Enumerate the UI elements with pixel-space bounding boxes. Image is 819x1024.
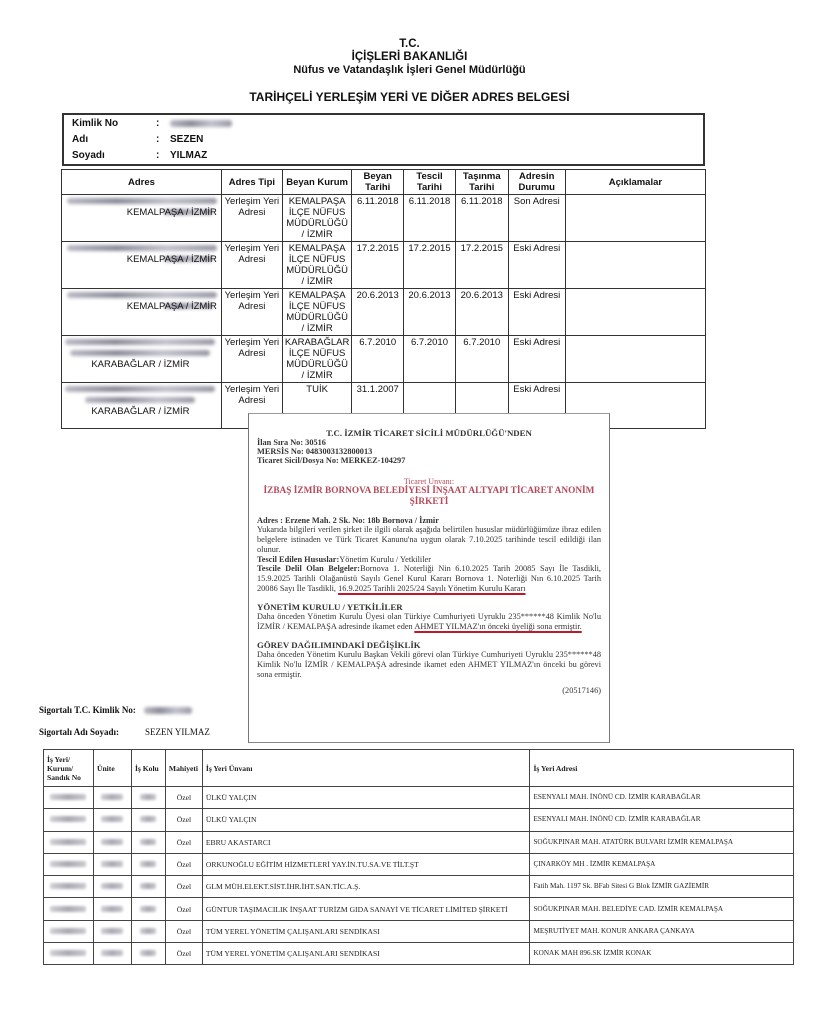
gazette-title: T.C. İZMİR TİCARET SİCİLİ MÜDÜRLÜĞÜ'NDEN — [326, 428, 532, 438]
redacted-is-kolu — [131, 898, 165, 920]
table-header-row — [62, 170, 706, 195]
kurum-cell: KEMALPAŞA İLÇE NÜFUS MÜDÜRLÜĞÜ / İZMİR — [282, 242, 351, 289]
soyadi-value: YILMAZ — [170, 150, 208, 161]
address-cell — [62, 336, 222, 383]
redacted-sandik-no — [44, 809, 94, 831]
announcement-number: (20517146) — [562, 686, 601, 695]
table-row — [44, 787, 794, 809]
kurum-cell: TUİK — [282, 383, 351, 429]
unvan-cell: GÜNTUR TAŞIMACILIK İNŞAAT TURİZM GIDA SANAYİ VE TİCARET LİMİTED ŞİRKETİ — [202, 898, 530, 920]
address-district: KARABAĞLAR / İZMİR — [91, 359, 190, 370]
adi-row — [72, 133, 203, 146]
redacted-unite — [93, 943, 131, 965]
adi-value: SEZEN — [170, 134, 204, 145]
aciklama-cell — [565, 289, 705, 336]
mahiyet-cell: Özel — [165, 853, 202, 875]
address-cell — [62, 195, 222, 242]
separator: : — [156, 118, 160, 129]
redacted-address-line — [64, 348, 217, 359]
redacted-unite — [93, 920, 131, 942]
table-header-row — [44, 750, 794, 787]
unvan-cell: GLM MÜH.ELEKT.SİST.İHR.İHT.SAN.TİC.A.Ş. — [202, 876, 530, 898]
identity-box — [62, 113, 705, 166]
tescil-value: Yönetim Kurulu / Yetkililer — [339, 555, 431, 564]
address-cell — [62, 242, 222, 289]
insured-name-value: SEZEN YILMAZ — [145, 727, 210, 737]
tasinma-cell: 20.6.2013 — [455, 289, 508, 336]
tip-cell: Yerleşim Yeri Adresi — [221, 289, 282, 336]
col-header: Açıklamalar — [565, 170, 705, 195]
adres-cell: MEŞRUTİYET MAH. KONUR ANKARA ÇANKAYA — [530, 920, 794, 942]
redacted-sandik-no — [44, 876, 94, 898]
redacted-sandik-no — [44, 943, 94, 965]
unvan-cell: ÜLKÜ YALÇIN — [202, 809, 530, 831]
section-board-text — [257, 612, 601, 632]
unvan-label: Ticaret Unvanı: — [403, 477, 455, 486]
adres-cell: ÇINARKÖY MH . İZMİR KEMALPAŞA — [530, 853, 794, 875]
adres-cell: KONAK MAH 896.SK İZMİR KONAK — [530, 943, 794, 965]
beyan-cell: 20.6.2013 — [352, 289, 404, 336]
mersis-no: MERSİS No: 0483003132800013 — [257, 447, 373, 456]
tip-cell: Yerleşim Yeri Adresi — [221, 336, 282, 383]
table-row — [44, 853, 794, 875]
beyan-cell: 31.1.2007 — [352, 383, 404, 429]
durum-cell: Eski Adresi — [508, 383, 565, 429]
col-header: Beyan Kurum — [282, 170, 351, 195]
address-district: KEMALPAŞA / İZMİR — [126, 301, 217, 312]
redacted-unite — [93, 876, 131, 898]
redacted-is-kolu — [131, 831, 165, 853]
belge-label: Tescile Delil Olan Belgeler: — [257, 564, 361, 573]
adres-cell: ESENYALI MAH. İNÖNÜ CD. İZMİR KARABAĞLAR — [530, 787, 794, 809]
redacted-is-kolu — [131, 943, 165, 965]
adres-cell: ESENYALI MAH. İNÖNÜ CD. İZMİR KARABAĞLAR — [530, 809, 794, 831]
table-row — [62, 336, 706, 383]
table-row — [62, 195, 706, 242]
divider — [249, 742, 609, 743]
tip-cell: Yerleşim Yeri Adresi — [221, 195, 282, 242]
tip-cell: Yerleşim Yeri Adresi — [221, 242, 282, 289]
insured-kimlik-label: Sigortalı T.C. Kimlik No: — [39, 705, 136, 715]
mahiyet-cell: Özel — [165, 898, 202, 920]
underlined-membership-end: AHMET YILMAZ'ın önceki üyeliği sona ermiştir. — [414, 622, 582, 631]
table-row — [62, 289, 706, 336]
redacted-is-kolu — [131, 853, 165, 875]
redacted-unite — [93, 787, 131, 809]
header-ministry: İÇİŞLERİ BAKANLIĞI — [351, 51, 468, 63]
redacted-sandik-no — [44, 853, 94, 875]
redacted-sandik-no — [44, 898, 94, 920]
kimlik-row — [72, 117, 232, 130]
col-header: Beyan Tarihi — [352, 170, 404, 195]
kurum-cell: KEMALPAŞA İLÇE NÜFUS MÜDÜRLÜĞÜ / İZMİR — [282, 195, 351, 242]
section-board-body: Daha önceden Yönetim Kurulu Üyesi olan Türkiye Cumhuriyeti Uyruklu 235******48 Kimlik No'lu İZMİR / KEMALPAŞA adresinde ikamet eden — [257, 612, 601, 631]
col-header: Mahiyeti — [165, 750, 202, 787]
address-district: KEMALPAŞA / İZMİR — [126, 254, 217, 265]
redacted-insured-kimlik — [144, 707, 192, 714]
tescil-line — [257, 555, 601, 564]
table-row — [44, 831, 794, 853]
kurum-cell: KEMALPAŞA İLÇE NÜFUS MÜDÜRLÜĞÜ / İZMİR — [282, 289, 351, 336]
gazette-intro: Yukarıda bilgileri verilen şirket ile ilgili olarak aşağıda belirtilen hususlar müdürlüğümüze ibraz edilen belgelere istinaden ve Türk Ticaret Kanunu'na uygun olarak 7.10.2025 tarihinde tescil edildiği ilan olunur. — [257, 525, 601, 554]
redacted-is-kolu — [131, 876, 165, 898]
tescil-cell: 6.11.2018 — [404, 195, 456, 242]
redacted-kimlik-no — [170, 120, 232, 127]
redacted-is-kolu — [131, 809, 165, 831]
section-duty-title: GÖREV DAĞILIMINDAKİ DEĞİŞİKLİK — [257, 640, 421, 650]
unvan-cell: ÜLKÜ YALÇIN — [202, 787, 530, 809]
table-row — [44, 920, 794, 942]
durum-cell: Eski Adresi — [508, 242, 565, 289]
section-board-title: YÖNETİM KURULU / YETKİLİLER — [257, 602, 403, 612]
aciklama-cell — [565, 336, 705, 383]
tescil-label: Tescil Edilen Hususlar: — [257, 555, 340, 564]
adres-cell: Fatih Mah. 1197 Sk. BFab Sitesi G Blok İZMİR GAZİEMİR — [530, 876, 794, 898]
ilan-sira-no: İlan Sıra No: 30516 — [257, 438, 326, 447]
address-cell — [62, 383, 222, 429]
insured-name-label: Sigortalı Adı Soyadı: — [39, 727, 120, 737]
tescil-cell: 17.2.2015 — [404, 242, 456, 289]
mahiyet-cell: Özel — [165, 920, 202, 942]
table-row — [44, 898, 794, 920]
mahiyet-cell: Özel — [165, 831, 202, 853]
col-header: Tescil Tarihi — [404, 170, 456, 195]
tescil-cell: 6.7.2010 — [404, 336, 456, 383]
redacted-unite — [93, 809, 131, 831]
redacted-unite — [93, 853, 131, 875]
redacted-address-line — [64, 196, 217, 207]
tip-cell: Yerleşim Yeri Adresi — [221, 383, 282, 429]
separator: : — [156, 150, 160, 161]
col-header: İş Yeri Ünvanı — [202, 750, 530, 787]
soyadi-label: Soyadı — [72, 150, 105, 161]
redacted-address-line — [64, 395, 217, 406]
address-district: KEMALPAŞA / İZMİR — [126, 207, 217, 218]
mahiyet-cell: Özel — [165, 809, 202, 831]
header-tc: T.C. — [399, 38, 420, 50]
document-title: TARİHÇELİ YERLEŞİM YERİ VE DİĞER ADRES BELGESİ — [249, 90, 570, 104]
redacted-is-kolu — [131, 787, 165, 809]
soyadi-row — [72, 149, 207, 162]
kurum-cell: KARABAĞLAR İLÇE NÜFUS MÜDÜRLÜĞÜ / İZMİR — [282, 336, 351, 383]
beyan-cell: 6.7.2010 — [352, 336, 404, 383]
redacted-sandik-no — [44, 787, 94, 809]
unvan-cell: EBRU AKASTARCI — [202, 831, 530, 853]
redacted-address-line — [64, 243, 217, 254]
col-header: Adres — [62, 170, 222, 195]
redacted-address-line — [64, 290, 217, 301]
mahiyet-cell: Özel — [165, 787, 202, 809]
kimlik-label: Kimlik No — [72, 118, 119, 129]
col-header: Adresin Durumu — [508, 170, 565, 195]
address-district: KARABAĞLAR / İZMİR — [91, 406, 190, 417]
redacted-address-line — [64, 384, 217, 395]
mahiyet-cell: Özel — [165, 876, 202, 898]
beyan-cell: 17.2.2015 — [352, 242, 404, 289]
table-row — [44, 876, 794, 898]
mahiyet-cell: Özel — [165, 943, 202, 965]
sicil-no: Ticaret Sicil/Dosya No: MERKEZ-104297 — [257, 456, 406, 465]
address-history-table — [61, 169, 706, 429]
col-header: Taşınma Tarihi — [455, 170, 508, 195]
table-row — [44, 809, 794, 831]
unvan-cell: ORKUNOĞLU EĞİTİM HİZMETLERİ YAY.İN.TU.SA.VE TİLT.ŞT — [202, 853, 530, 875]
beyan-cell: 6.11.2018 — [352, 195, 404, 242]
adi-label: Adı — [72, 134, 89, 145]
insured-name-row — [39, 727, 210, 737]
aciklama-cell — [565, 242, 705, 289]
redacted-sandik-no — [44, 920, 94, 942]
redacted-address-line — [64, 337, 217, 348]
col-header: İş Kolu — [131, 750, 165, 787]
aciklama-cell — [565, 195, 705, 242]
durum-cell: Eski Adresi — [508, 289, 565, 336]
durum-cell: Eski Adresi — [508, 336, 565, 383]
workplace-history-table — [43, 749, 794, 965]
separator: : — [156, 134, 160, 145]
tasinma-cell: 6.7.2010 — [455, 336, 508, 383]
col-header: İş Yeri Adresi — [530, 750, 794, 787]
insured-kimlik-row — [39, 705, 192, 715]
underlined-decision: 16.9.2025 Tarihli 2025/24 Sayılı Yönetim Kurulu Kararı — [338, 584, 526, 593]
unvan-cell: TÜM YEREL YÖNETİM ÇALIŞANLARI SENDİKASI — [202, 943, 530, 965]
address-cell — [62, 289, 222, 336]
adres-cell: SOĞUKPINAR MAH. ATATÜRK BULVARI İZMİR KEMALPAŞA — [530, 831, 794, 853]
adres-cell: SOĞUKPINAR MAH. BELEDİYE CAD. İZMİR KEMALPAŞA — [530, 898, 794, 920]
redacted-sandik-no — [44, 831, 94, 853]
unvan-cell: TÜM YEREL YÖNETİM ÇALIŞANLARI SENDİKASI — [202, 920, 530, 942]
redacted-unite — [93, 831, 131, 853]
tasinma-cell: 17.2.2015 — [455, 242, 508, 289]
tescil-cell: 20.6.2013 — [404, 289, 456, 336]
company-address: Adres : Erzene Mah. 2 Sk. No: 18b Bornova / İzmir — [257, 516, 439, 525]
col-header: Ünite — [93, 750, 131, 787]
header-directorate: Nüfus ve Vatandaşlık İşleri Genel Müdürlüğü — [293, 64, 526, 76]
durum-cell: Son Adresi — [508, 195, 565, 242]
section-duty-text: Daha önceden Yönetim Kurulu Başkan Vekili görevi olan Türkiye Cumhuriyeti Uyruklu 235******48 Kimlik No'lu İZMİR / KEMALPAŞA adresinde ikamet eden AHMET YILMAZ'ın önceki bu görevi sona ermiştir. — [257, 650, 601, 679]
redacted-is-kolu — [131, 920, 165, 942]
col-header: Adres Tipi — [221, 170, 282, 195]
company-name: İZBAŞ İZMİR BORNOVA BELEDİYESİ İNŞAAT ALTYAPI TİCARET ANONİM ŞİRKETİ — [263, 486, 595, 507]
belgeler-paragraph — [257, 564, 601, 594]
redacted-unite — [93, 898, 131, 920]
tasinma-cell: 6.11.2018 — [455, 195, 508, 242]
table-row — [62, 242, 706, 289]
belge-text: Bornova 1. Noterliği Nin 6.10.2025 Tarih 20085 Sayı İle Tasdikli, 15.9.2025 Tarihli Olağanüstü Sayılı Genel Kurul Kararı Bornova 1. Noterliği Nın 6.10.2025 Tarih 20086 Sayı İle Tasdikli, — [257, 564, 602, 593]
table-row — [44, 943, 794, 965]
trade-registry-gazette-clipping — [248, 413, 610, 743]
col-header: İş Yeri/ Kurum/ Sandık No — [44, 750, 94, 787]
